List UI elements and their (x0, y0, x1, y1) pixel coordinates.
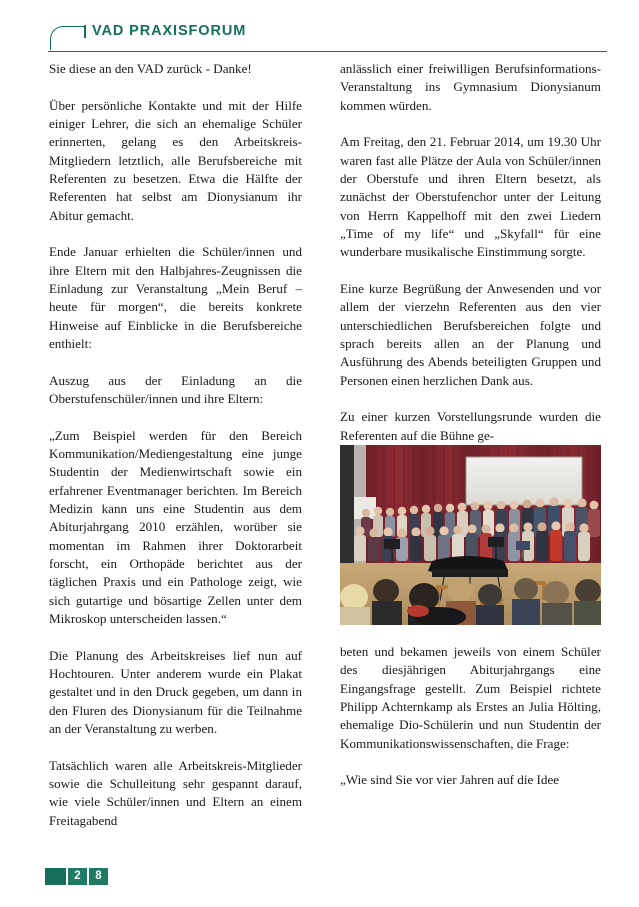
paragraph: Ende Januar erhielten die Schüler/innen und ihre Eltern mit den Halbjahres-Zeugnissen die Einladung zur Veranstaltung „Mein Beruf – heute für morgen“, die bereits konkrete Hinweise auf Einblicke in die Berufsbereiche enthielt: (49, 244, 302, 352)
paragraph: „Wie sind Sie vor vier Jahren auf die Idee (340, 772, 560, 788)
paragraph: Eine kurze Begrüßung der Anwesenden und vor allem der vierzehn Referenten aus den vier unterschiedlichen Berufsbereichen folgte und sprach bereits allen an der Planung und Ausführung des Abends beteiligten Gruppen und Personen einen herzlichen Dank aus. (340, 281, 601, 388)
header-bracket-decoration (50, 26, 84, 50)
page-title: VAD PRAXISFORUM (92, 23, 247, 39)
auditorium-choir-photo-graphic (340, 445, 601, 625)
page-number-block: 8 (89, 868, 108, 885)
page-number-block (45, 868, 66, 885)
header-divider (48, 51, 607, 52)
page-header (48, 22, 607, 52)
page-number-footer (45, 868, 108, 885)
paragraph: Tatsächlich waren alle Arbeitskreis-Mitglieder sowie die Schulleitung sehr gespannt darauf, wie viele Schüler/innen und Eltern an einem Freitagabend (49, 757, 302, 828)
paragraph: Die Planung des Arbeitskreises lief nun auf Hochtouren. Unter anderem wurde ein Plakat gestaltet und in den Druck gegeben, um dann in den Fluren des Dionysianum für die Teilnahme an der Veranstaltung zu werben. (49, 647, 302, 737)
paragraph: Über persönliche Kontakte und mit der Hilfe einiger Lehrer, die sich an ehemalige Schüler erinnerten, gelang es den Arbeitskreis-Mitgliedern letztlich, alle Berufsbereiche mit Referenten zu besetzen. Etwa die Hälfte der Referenten hat selbst am Dionysianum ihr Abitur gemacht. (49, 97, 302, 223)
left-text-column (49, 60, 302, 830)
paragraph: beten und bekamen jeweils von einem Schüler des diesjährigen Abiturjahrgangs eine Eingangsfrage gestellt. Zum Beispiel richtete Philipp Achternkamp als Erstes an Julia Hölting, ehemalige Dio-Schülerin und nun Studentin der Kommunikationswissenschaften, die Frage: (340, 644, 601, 751)
paragraph: „Zum Beispiel werden für den Bereich Kommunikation/Mediengestaltung eine junge Studentin der Medienwirtschaft sowie ein erfahrener Eventmanager berichten. Im Bereich Medizin kann uns eine Studentin aus dem Abiturjahrgang 2010 erzählen, worüber sie momentan im Rahmen ihrer Doktorarbeit forscht, ein Orthopäde berichtet aus der täglichen Praxis und ein Pathologe zeigt, wie sich gutartige und bösartige Zellen unter dem Mikroskop unterscheiden lassen.“ (49, 427, 302, 627)
right-text-column (340, 60, 601, 790)
auditorium-choir-photo (340, 445, 601, 625)
paragraph: anlässlich einer freiwilligen Berufsinformations-Veranstaltung ins Gymnasium Dionysianum kommen würden. (340, 61, 601, 113)
page-number-block: 2 (68, 868, 87, 885)
paragraph: Zu einer kurzen Vorstellungsrunde wurden die Referenten auf die Bühne ge- (340, 409, 601, 443)
paragraph: Sie diese an den VAD zurück - Danke! (49, 61, 252, 76)
paragraph: Auszug aus der Einladung an die Oberstufenschüler/innen und ihre Eltern: (49, 372, 302, 407)
paragraph: Am Freitag, den 21. Februar 2014, um 19.30 Uhr waren fast alle Plätze der Aula von Schüler/innen der Oberstufe und ihren Eltern besetzt, als zunächst der Oberstufenchor unter der Leitung von Herrn Kappelhoff mit den zwei Liedern „Time of my life“ und „Skyfall“ für eine wunderbare musikalische Einstimmung sorgte. (340, 134, 601, 260)
